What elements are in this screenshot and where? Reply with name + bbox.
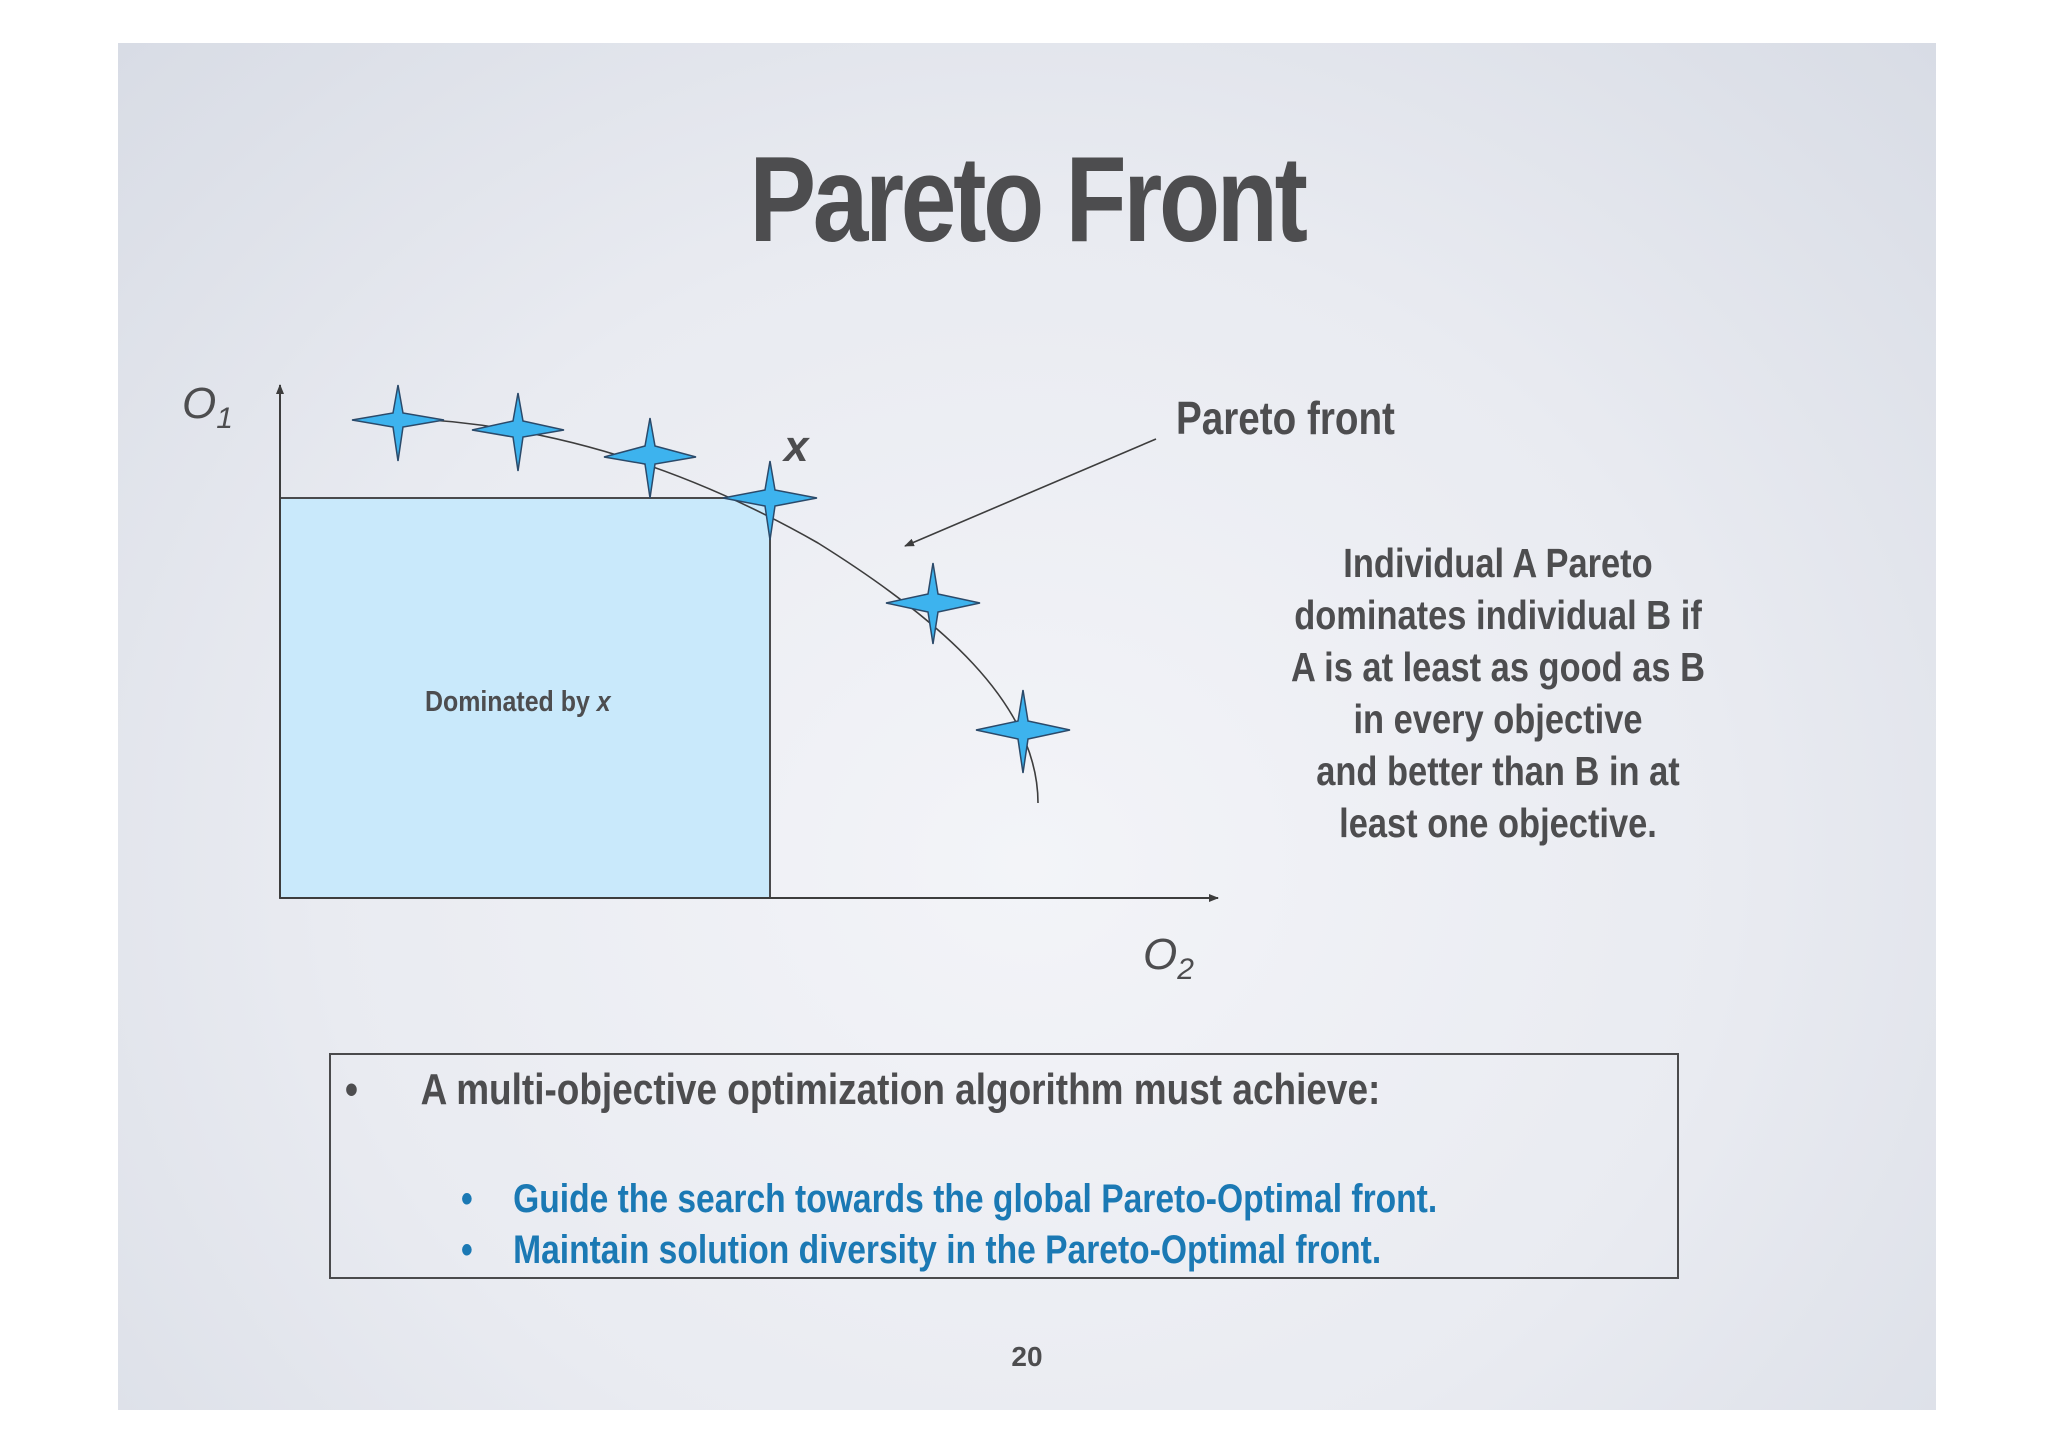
bullet: • [461, 1228, 473, 1272]
page-number: 20 [1011, 1341, 1043, 1372]
pareto-point-star [976, 690, 1070, 773]
pareto-point-star [472, 393, 564, 471]
definition-line: least one objective. [1339, 800, 1657, 846]
goals-box [329, 1053, 1679, 1279]
definition-line: A is at least as good as B [1290, 644, 1706, 690]
bullet: • [345, 1065, 358, 1114]
y-axis-subscript: 1 [216, 402, 233, 435]
bullet: • [461, 1177, 473, 1221]
goal-item [461, 1177, 1437, 1222]
definition-line: and better than B in at [1316, 748, 1680, 794]
pareto-front-label: Pareto front [1175, 392, 1395, 444]
definition-line: dominates individual B if [1294, 592, 1702, 638]
goal-item [461, 1228, 1381, 1273]
slide-title: Pareto Front [749, 131, 1305, 267]
slide [118, 43, 1936, 1410]
pareto-dominance-definition [1238, 537, 1759, 849]
pareto-point-star [604, 418, 696, 498]
dominated-region-label: Dominated by x [424, 685, 611, 718]
goal-item-text: Maintain solution diversity in the Pareto-Optimal front. [513, 1228, 1382, 1272]
x-axis-label: $O_2$ [1143, 930, 1194, 986]
dominated-region-var: x [596, 685, 611, 718]
point-x-label: x [784, 422, 809, 471]
pareto-point-star [352, 385, 444, 461]
pareto-front-arrow [905, 439, 1156, 546]
definition-line: in every objective [1353, 696, 1643, 742]
pareto-point-star [886, 563, 980, 644]
x-axis-subscript: 2 [1177, 953, 1194, 986]
y-axis-label: $O_1$ [182, 379, 233, 435]
goals-heading-text: A multi-objective optimization algorithm must achieve: [420, 1065, 1381, 1114]
goal-item-text: Guide the search towards the global Pareto-Optimal front. [513, 1177, 1438, 1221]
goals-heading [345, 1065, 1380, 1115]
definition-line: Individual A Pareto [1343, 540, 1653, 586]
